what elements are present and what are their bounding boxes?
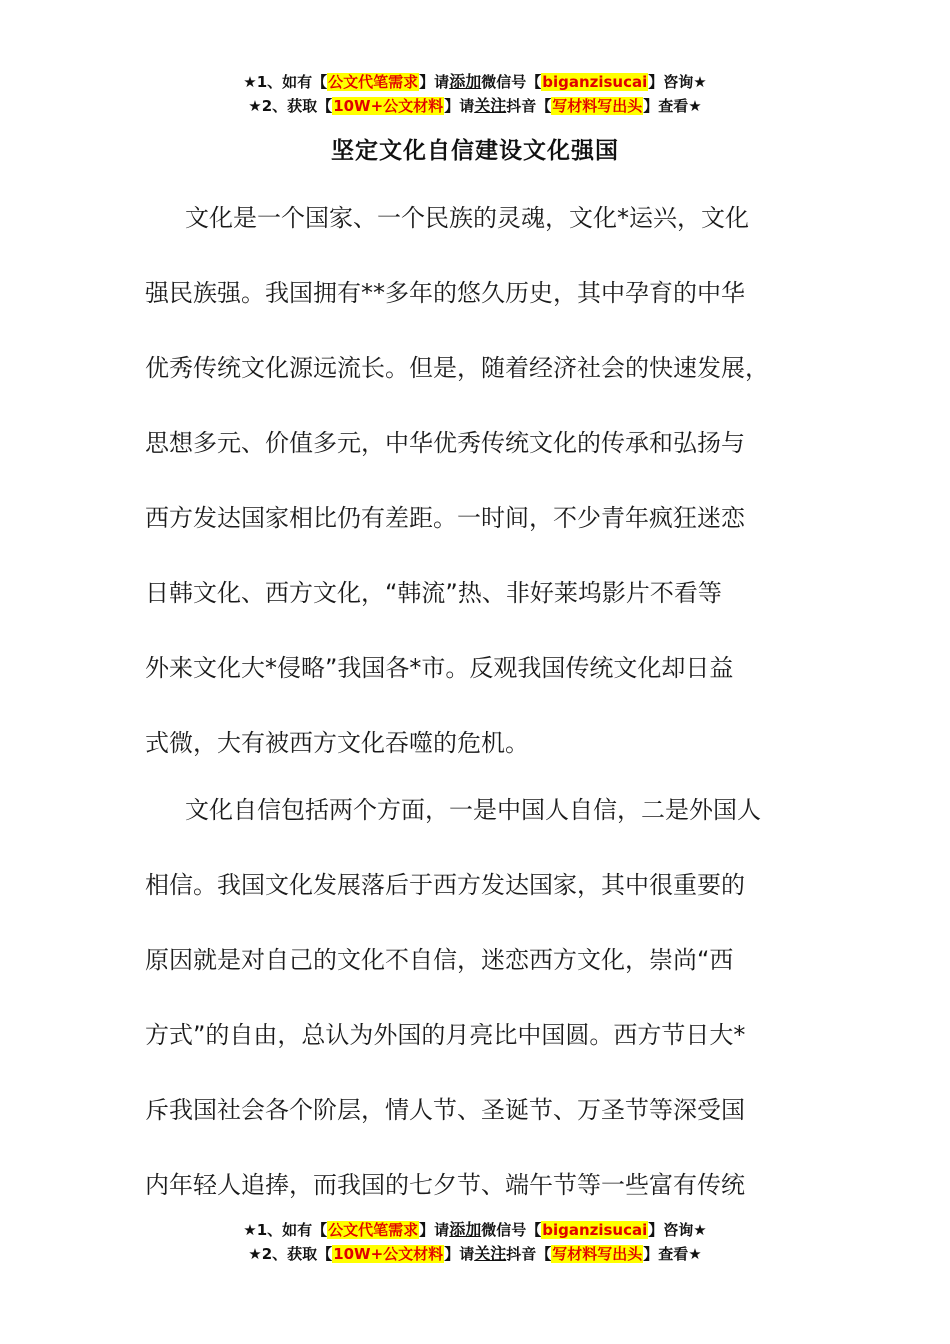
highlight-douyin-account: 写材料写出头 (552, 1245, 643, 1263)
paragraph-line: 式微，大有被西方文化吞噬的危机。 (145, 729, 529, 757)
footer-notice (0, 1218, 950, 1266)
paragraph-line: 相信。我国文化发展落后于西方发达国家，其中很重要的 (145, 871, 745, 899)
notice-text: ★1、如有【 (243, 1221, 328, 1239)
footer-notice-line-2 (0, 1242, 950, 1266)
paragraph-line: 方式”的自由，总认为外国的月亮比中国圆。西方节日大* (145, 1021, 746, 1049)
notice-text: 】咨询★ (648, 73, 707, 91)
emphasis-text: 关注 (474, 96, 507, 115)
notice-text: 】查看★ (643, 97, 702, 115)
emphasis-text: 关注 (474, 1244, 507, 1263)
paragraph-line: 思想多元、价值多元，中华优秀传统文化的传承和弘扬与 (145, 429, 745, 457)
paragraph-line: 西方发达国家相比仍有差距。一时间，不少青年疯狂迷恋 (145, 504, 745, 532)
emphasis-text: 添加 (449, 72, 482, 91)
paragraph-line: 内年轻人追捧，而我国的七夕节、端午节等一些富有传统 (145, 1171, 745, 1199)
highlight-douyin-account: 写材料写出头 (552, 97, 643, 115)
notice-text: 】查看★ (643, 1245, 702, 1263)
header-notice (0, 70, 950, 118)
notice-text: 抖音【 (506, 97, 552, 115)
notice-text: 微信号【 (481, 1221, 542, 1239)
notice-text: 抖音【 (506, 1245, 552, 1263)
notice-text: 】请 (444, 97, 475, 115)
highlight-materials: 10W+公文材料 (333, 1245, 444, 1263)
highlight-materials: 10W+公文材料 (333, 97, 444, 115)
notice-text: ★2、获取【 (248, 97, 333, 115)
document-title: 坚定文化自信建设文化强国 (331, 138, 619, 164)
paragraph-1 (145, 193, 810, 793)
paragraph-line: 优秀传统文化源远流长。但是，随着经济社会的快速发展， (145, 354, 769, 382)
notice-text: 微信号【 (481, 73, 542, 91)
notice-text: 】请 (444, 1245, 475, 1263)
paragraph-line: 原因就是对自己的文化不自信，迷恋西方文化，崇尚“西 (145, 946, 734, 974)
notice-text: 】请 (419, 73, 450, 91)
paragraph-line: 外来文化大*侵略”我国各*市。反观我国传统文化却日益 (145, 654, 734, 682)
header-notice-line-1 (0, 70, 950, 94)
paragraph-line: 文化自信包括两个方面，一是中国人自信，二是外国人 (185, 796, 761, 824)
highlight-wechat-id: biganzisucai (542, 1221, 648, 1239)
emphasis-text: 添加 (449, 1220, 482, 1239)
paragraph-2 (145, 785, 810, 1235)
paragraph-line: 斥我国社会各个阶层，情人节、圣诞节、万圣节等深受国 (145, 1096, 745, 1124)
notice-text: 】咨询★ (648, 1221, 707, 1239)
paragraph-line: 强民族强。我国拥有**多年的悠久历史，其中孕育的中华 (145, 279, 745, 307)
highlight-wechat-id: biganzisucai (542, 73, 648, 91)
paragraph-line: 日韩文化、西方文化，“韩流”热、非好莱坞影片不看等 (145, 579, 722, 607)
notice-text: ★2、获取【 (248, 1245, 333, 1263)
paragraph-line: 文化是一个国家、一个民族的灵魂，文化*运兴，文化 (185, 204, 749, 232)
notice-text: ★1、如有【 (243, 73, 328, 91)
highlight-service: 公文代笔需求 (328, 73, 419, 91)
footer-notice-line-1 (0, 1218, 950, 1242)
notice-text: 】请 (419, 1221, 450, 1239)
header-notice-line-2 (0, 94, 950, 118)
highlight-service: 公文代笔需求 (328, 1221, 419, 1239)
